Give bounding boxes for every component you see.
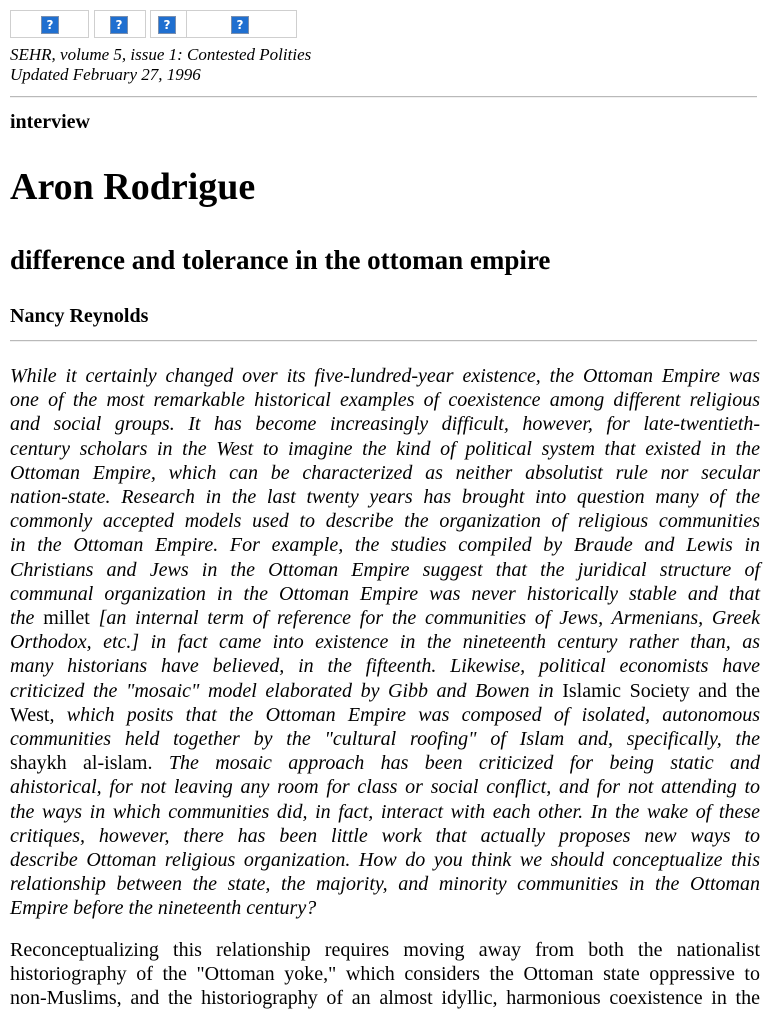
- question-line: [10, 727, 760, 751]
- answer-line: Reconceptualizing this relationship requires moving away from both the nationalist: [10, 939, 760, 961]
- question-line: [10, 775, 760, 799]
- question-line: [10, 412, 760, 436]
- question-text: The mosaic approach has been criticized for being static and: [152, 752, 760, 775]
- question-line: [10, 533, 760, 557]
- question-line: [10, 630, 760, 654]
- question-text: the: [10, 607, 44, 630]
- question-text: Christians and Jews in the Ottoman Empire suggest that the juridical structure of: [10, 558, 760, 581]
- nav-cell-previous[interactable]: [10, 10, 89, 38]
- section-label: interview: [10, 111, 90, 133]
- nav-cell-next[interactable]: [150, 10, 187, 38]
- question-line: [10, 461, 760, 485]
- question-text: and social groups. It has become increasingly difficult, however, for late-twentieth-: [10, 413, 760, 436]
- question-text: ahistorical, for not leaving any room for class or social conflict, and for not attending to: [10, 776, 760, 799]
- question-text: commonly accepted models used to describe the organization of religious communities: [10, 510, 760, 533]
- question-text: relationship between the state, the majority, and minority communities in the Ottoman: [10, 873, 760, 896]
- question-text: communal organization in the Ottoman Empire was never historically stable and that: [10, 582, 760, 605]
- question-line: [10, 896, 760, 920]
- question-line: [10, 800, 760, 824]
- question-line: [10, 509, 760, 533]
- question-text: one of the most remarkable historical examples of coexistence among different religious: [10, 389, 760, 412]
- broken-image-icon[interactable]: ?: [231, 16, 249, 34]
- question-text: critiques, however, there has been little work that actually proposes new ways to: [10, 824, 760, 847]
- question-text: in the Ottoman Empire. For example, the studies compiled by Braude and Lewis in: [10, 534, 760, 557]
- nav-cell-home[interactable]: [186, 10, 297, 38]
- question-text: many historians have believed, in the fifteenth. Likewise, political economists have: [10, 655, 760, 678]
- question-text: which posits that the Ottoman Empire was composed of isolated, autonomous: [54, 703, 760, 726]
- question-line: [10, 364, 760, 388]
- cited-term: millet: [43, 607, 90, 630]
- cited-term: West,: [10, 703, 55, 726]
- interview-question: [10, 364, 760, 921]
- article-author: Nancy Reynolds: [10, 305, 149, 327]
- question-line: [10, 679, 760, 703]
- question-text: Ottoman Empire, which can be characterized as neither absolutist rule nor secular: [10, 461, 760, 484]
- updated-line: Updated February 27, 1996: [10, 65, 201, 84]
- question-line: [10, 654, 760, 678]
- answer-line: non-Muslims, and the historiography of an almost idyllic, harmonious coexistence in the: [10, 987, 760, 1010]
- cited-term: shaykh al-islam.: [10, 752, 153, 775]
- answer-line: historiography of the "Ottoman yoke," which considers the Ottoman state oppressive to: [10, 963, 760, 986]
- question-line: [10, 751, 760, 775]
- question-text: While it certainly changed over its five-lundred-year existence, the Ottoman Empire was: [10, 365, 760, 387]
- question-line: [10, 703, 760, 727]
- issue-metadata: [10, 45, 311, 85]
- question-line: [10, 558, 760, 582]
- question-text: criticized the "mosaic" model elaborated by Gibb and Bowen in: [10, 679, 563, 702]
- broken-image-icon[interactable]: ?: [158, 16, 176, 34]
- question-text: [an internal term of reference for the communities of Jews, Armenians, Greek: [89, 607, 761, 630]
- question-line: [10, 848, 760, 872]
- interview-answer: [10, 938, 760, 1011]
- issue-line: SEHR, volume 5, issue 1: Contested Polities: [10, 45, 312, 64]
- question-text: century scholars in the West to imagine the kind of political system that existed in the: [10, 437, 760, 460]
- question-line: [10, 582, 760, 606]
- broken-image-icon[interactable]: ?: [41, 16, 59, 34]
- top-divider: [10, 96, 757, 98]
- header-divider: [10, 340, 757, 342]
- question-text: describe Ottoman religious organization. How do you think we should conceptualize this: [10, 849, 760, 872]
- question-line: [10, 824, 760, 848]
- broken-image-icon[interactable]: ?: [110, 16, 128, 34]
- article-subtitle: difference and tolerance in the ottoman empire: [10, 245, 551, 275]
- question-line: [10, 485, 760, 509]
- question-text: the ways in which communities did, in fact, interact with each other. In the wake of these: [10, 800, 760, 823]
- question-text: Empire before the nineteenth century?: [10, 897, 317, 920]
- article-title: Aron Rodrigue: [10, 166, 256, 208]
- question-text: nation-state. Research in the last twenty years has brought into question many of the: [10, 486, 760, 509]
- nav-cell-up[interactable]: [94, 10, 146, 38]
- question-line: [10, 872, 760, 896]
- question-line: [10, 437, 760, 461]
- question-line: [10, 606, 760, 630]
- cited-term: Islamic Society and the: [562, 679, 760, 702]
- question-text: Orthodox, etc.] in fact came into existence in the nineteenth century rather than, as: [10, 631, 760, 654]
- question-text: communities held together by the "cultural roofing" of Islam and, specifically, the: [10, 728, 760, 751]
- question-line: [10, 388, 760, 412]
